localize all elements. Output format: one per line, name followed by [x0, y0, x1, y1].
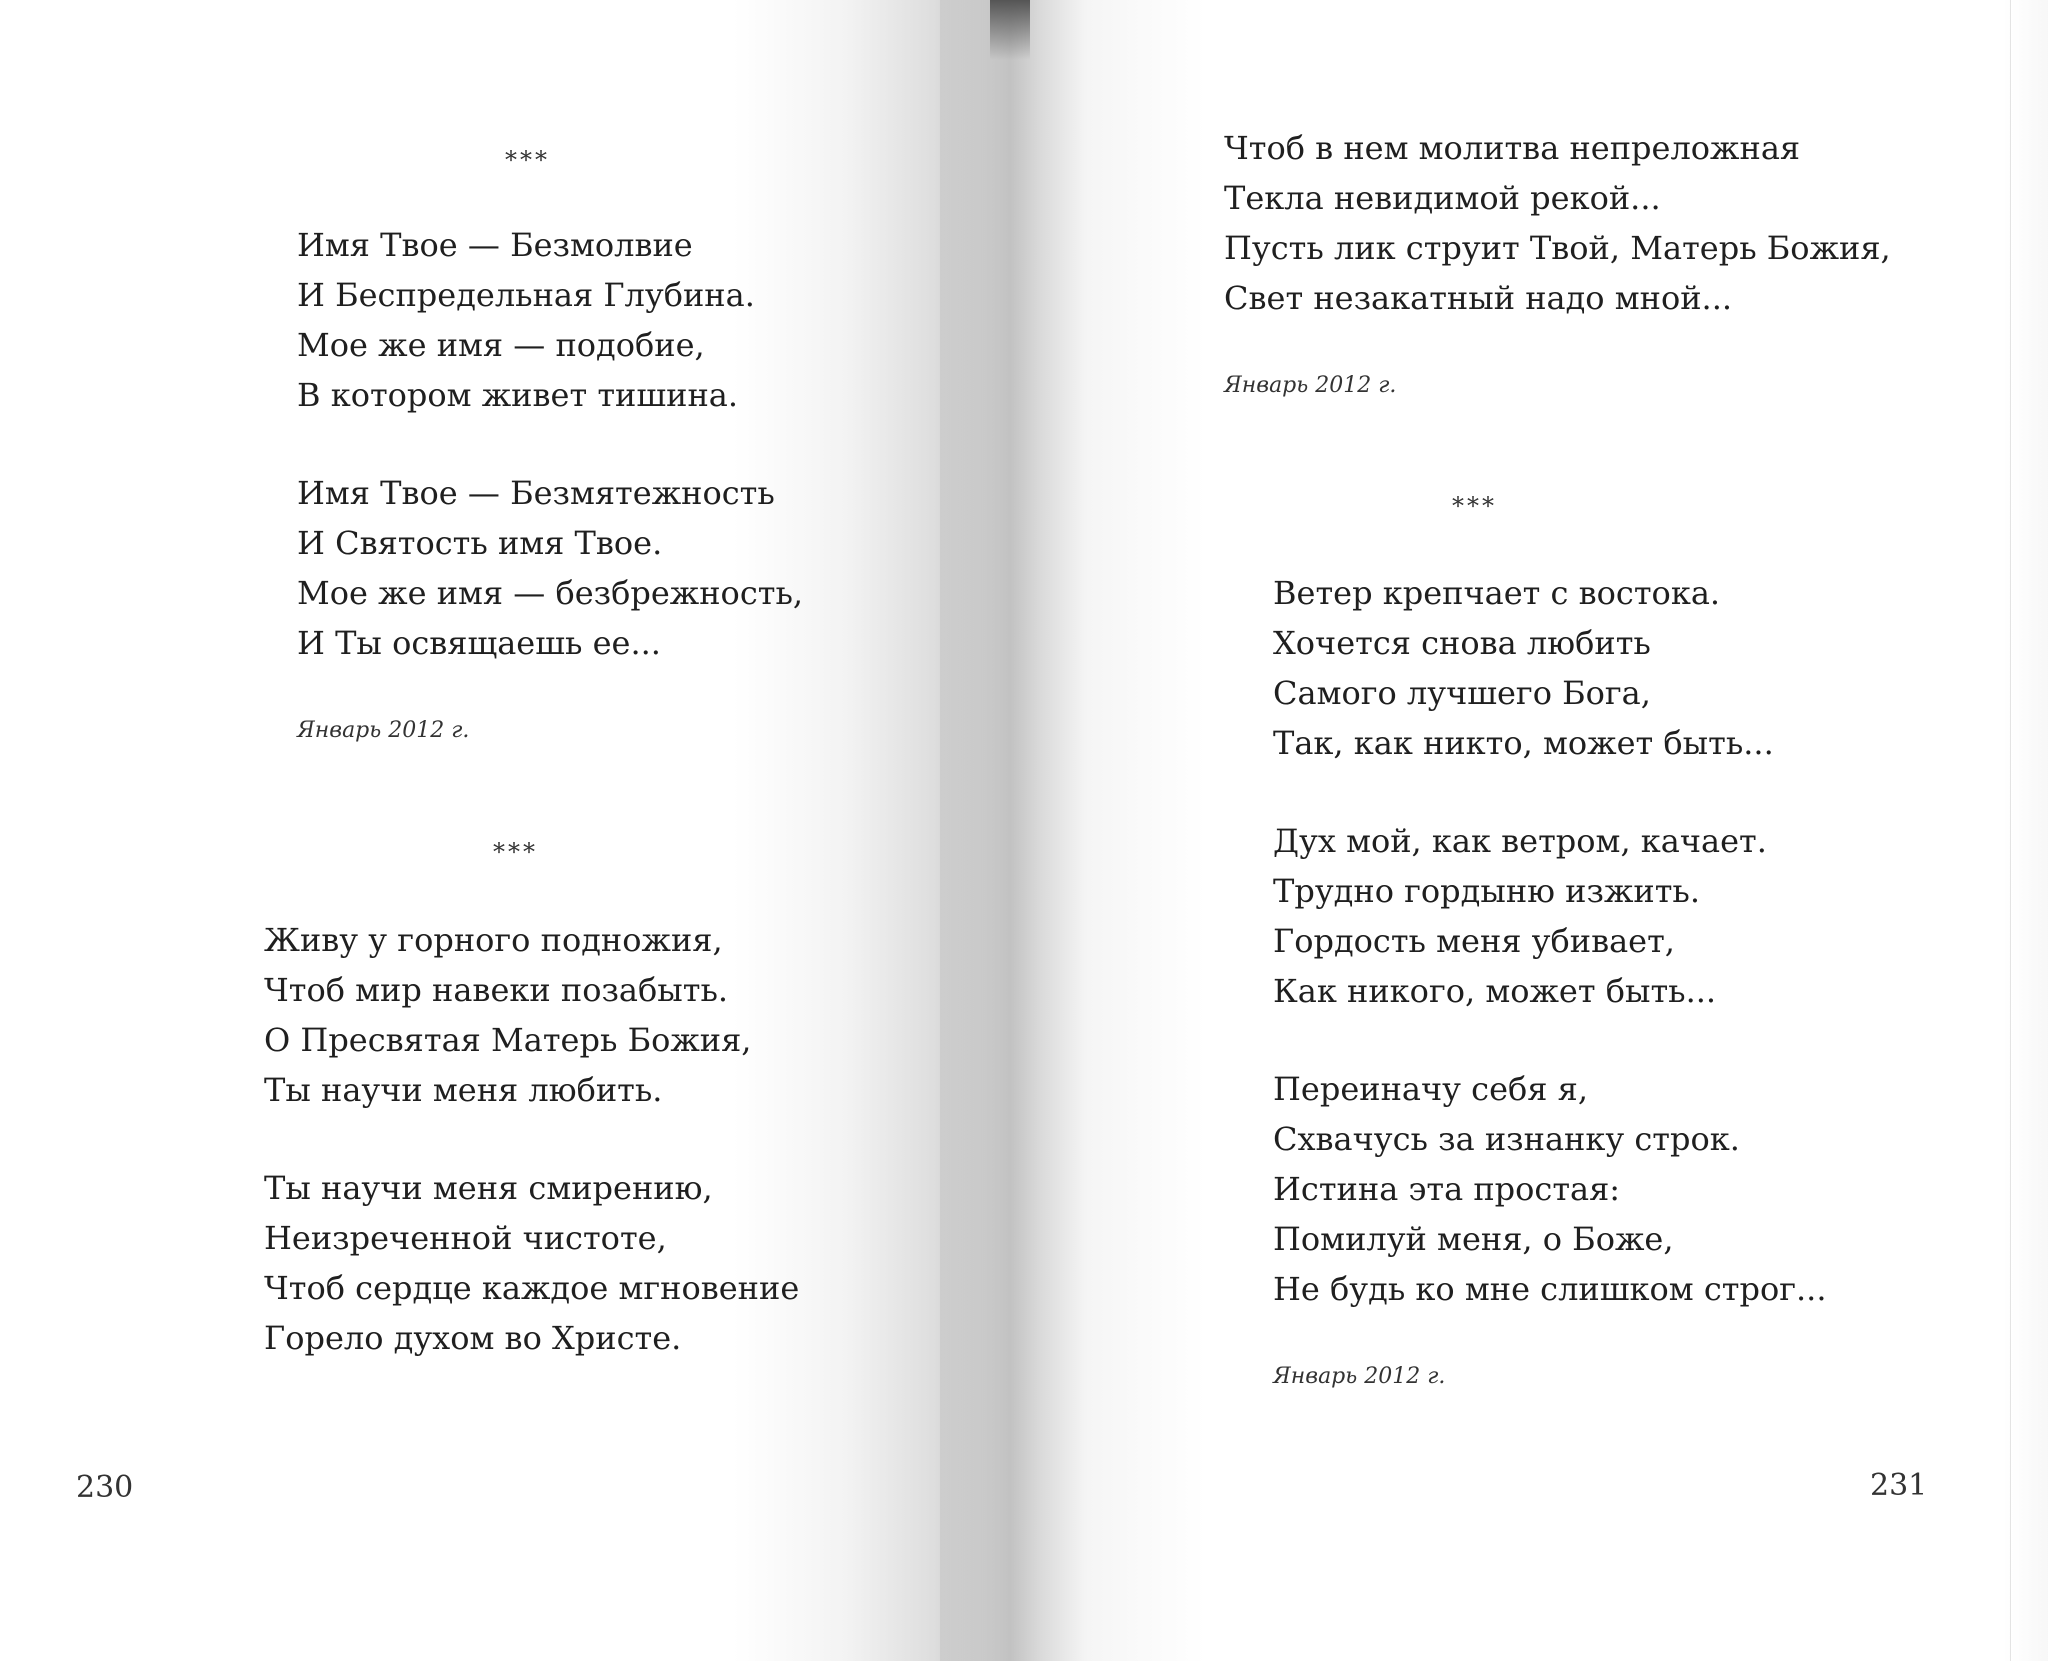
verse-line: Чтоб сердце каждое мгновение [264, 1269, 800, 1307]
verse-line: Дух мой, как ветром, качает. [1273, 822, 1767, 860]
binding-shadow [990, 0, 1030, 60]
stanza [1273, 568, 1826, 768]
verse-line: В котором живет тишина. [297, 376, 739, 414]
verse-line: И Беспредельная Глубина. [297, 276, 755, 314]
poem-date: Январь 2012 г. [297, 718, 470, 743]
verse-line: Мое же имя — безбрежность, [297, 574, 804, 612]
verse-line: Текла невидимой рекой... [1224, 179, 1661, 217]
page-edge [2010, 0, 2048, 1661]
stanza [1224, 123, 1891, 323]
verse-line: Неизреченной чистоте, [264, 1219, 667, 1257]
verse-line: Схвачусь за изнанку строк. [1273, 1120, 1740, 1158]
stanza [264, 1163, 799, 1363]
poem-separator: *** [1452, 492, 1497, 520]
stanza [297, 220, 803, 420]
poem-3 [1273, 568, 1826, 1392]
stanza [1273, 1064, 1826, 1314]
poem-date: Январь 2012 г. [1224, 373, 1397, 398]
verse-line: Переиначу себя я, [1273, 1070, 1588, 1108]
verse-line: Имя Твое — Безмятежность [297, 474, 775, 512]
verse-line: О Пресвятая Матерь Божия, [264, 1021, 752, 1059]
verse-line: Хочется снова любить [1273, 624, 1651, 662]
verse-line: Чтоб мир навеки позабыть. [264, 971, 729, 1009]
poem-2 [264, 915, 799, 1363]
verse-line: Ты научи меня смирению, [264, 1169, 713, 1207]
verse-line: Самого лучшего Бога, [1273, 674, 1651, 712]
verse-line: Так, как никто, может быть... [1273, 724, 1774, 762]
poem-2-continued [1224, 123, 1891, 401]
poem-1 [297, 220, 803, 746]
verse-line: Пусть лик струит Твой, Матерь Божия, [1224, 229, 1891, 267]
verse-line: Ты научи меня любить. [264, 1071, 663, 1109]
verse-line: Свет незакатный надо мной... [1224, 279, 1733, 317]
verse-line: Горело духом во Христе. [264, 1319, 682, 1357]
poem-date: Январь 2012 г. [1273, 1364, 1446, 1389]
verse-line: Мое же имя — подобие, [297, 326, 705, 364]
verse-line: Истина эта простая: [1273, 1170, 1621, 1208]
poem-separator: *** [505, 146, 550, 174]
page-number: 231 [1870, 1468, 1928, 1503]
stanza [297, 468, 803, 668]
verse-line: Гордость меня убивает, [1273, 922, 1675, 960]
verse-line: Живу у горного подножия, [264, 921, 723, 959]
verse-line: Как никого, может быть... [1273, 972, 1717, 1010]
page-number: 230 [76, 1470, 134, 1505]
verse-line: Помилуй меня, о Боже, [1273, 1220, 1674, 1258]
verse-line: Имя Твое — Безмолвие [297, 226, 693, 264]
stanza [1273, 816, 1826, 1016]
verse-line: Чтоб в нем молитва непреложная [1224, 129, 1801, 167]
stanza [264, 915, 799, 1115]
verse-line: И Ты освящаешь ее... [297, 624, 661, 662]
book-gutter [935, 0, 1085, 1661]
verse-line: Трудно гордыню изжить. [1273, 872, 1701, 910]
verse-line: И Святость имя Твое. [297, 524, 663, 562]
verse-line: Не будь ко мне слишком строг... [1273, 1270, 1827, 1308]
poem-separator: *** [493, 838, 538, 866]
verse-line: Ветер крепчает с востока. [1273, 574, 1721, 612]
